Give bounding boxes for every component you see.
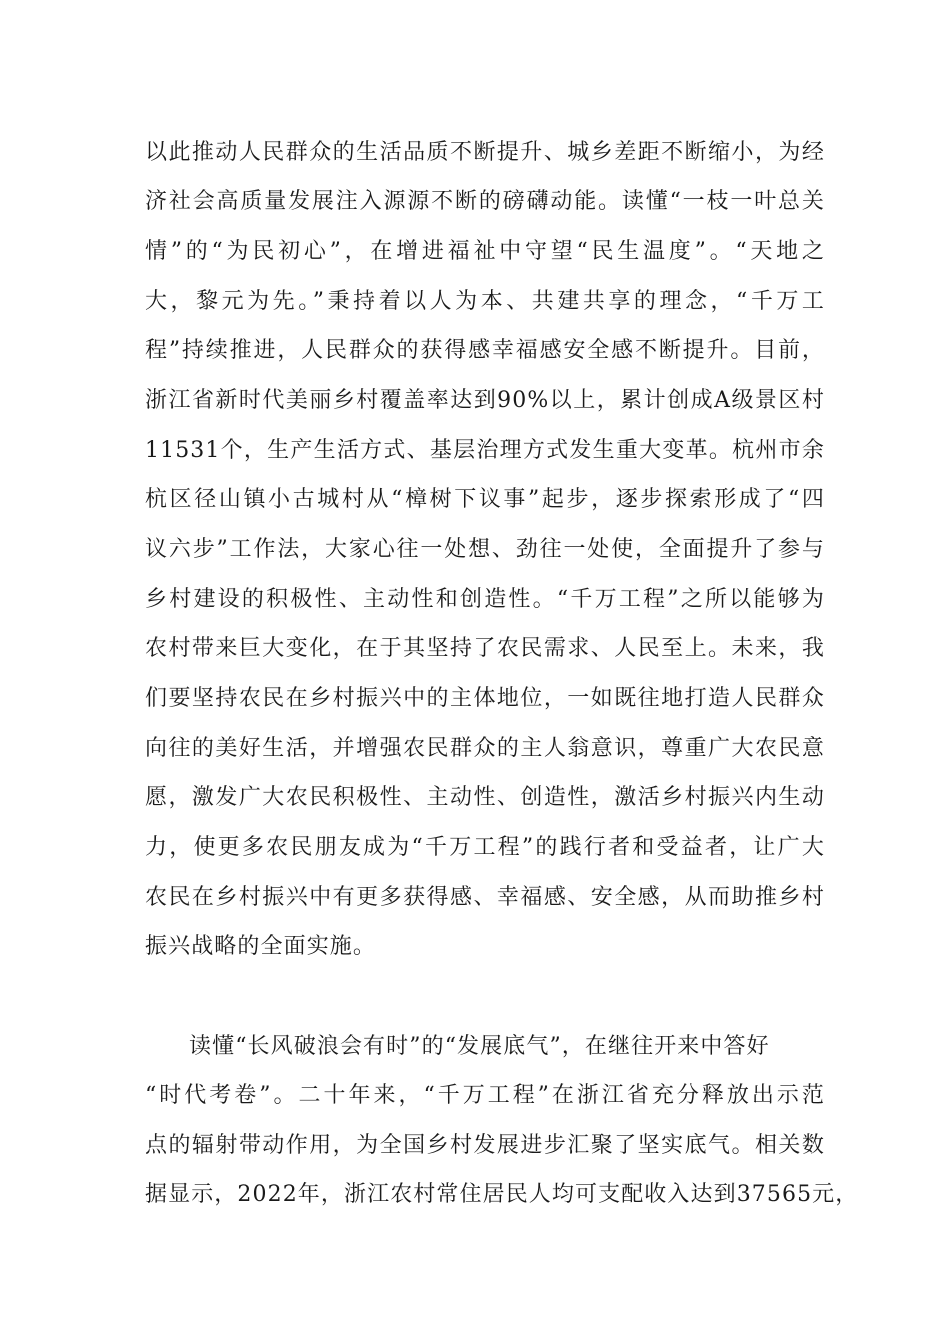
paragraph-1-line: 力，使更多农民朋友成为“千万工程”的践行者和受益者，让广大 [145,835,825,860]
paragraph-1-line: 农民在乡村振兴中有更多获得感、幸福感、安全感，从而助推乡村 [145,885,825,910]
paragraph-1-line: 乡村建设的积极性、主动性和创造性。“千万工程”之所以能够为 [145,587,825,612]
paragraph-1-line: 程”持续推进，人民群众的获得感幸福感安全感不断提升。目前， [145,338,825,363]
paragraph-1-line: 愿，激发广大农民积极性、主动性、创造性，激活乡村振兴内生动 [145,785,825,810]
paragraph-1-line: 振兴战略的全面实施。 [145,934,377,959]
paragraph-1-line: 11531个，生产生活方式、基层治理方式发生重大变革。杭州市余 [145,438,825,463]
paragraph-1-line: 农村带来巨大变化，在于其坚持了农民需求、人民至上。未来，我 [145,636,825,661]
paragraph-2-line: 据显示，2022年，浙江农村常住居民人均可支配收入达到37565元， [145,1182,859,1207]
paragraph-1-line: 以此推动人民群众的生活品质不断提升、城乡差距不断缩小，为经 [145,140,825,165]
paragraph-1-line: 济社会高质量发展注入源源不断的磅礴动能。读懂“一枝一叶总关 [145,189,825,214]
paragraph-2-line: “时代考卷”。二十年来，“千万工程”在浙江省充分释放出示范 [145,1083,825,1108]
paragraph-1-line: 向往的美好生活，并增强农民群众的主人翁意识，尊重广大农民意 [145,736,825,761]
paragraph-1-line: 议六步”工作法，大家心往一处想、劲往一处使，全面提升了参与 [145,537,825,562]
paragraph-2-line: 点的辐射带动作用，为全国乡村发展进步汇聚了坚实底气。相关数 [145,1133,825,1158]
paragraph-1-line: 杭区径山镇小古城村从“樟树下议事”起步，逐步探索形成了“四 [145,487,825,512]
paragraph-1-line: 情”的“为民初心”，在增进福祉中守望“民生温度”。“天地之 [145,239,825,264]
paragraph-2-line: 读懂“长风破浪会有时”的“发展底气”，在继往开来中答好 [189,1034,770,1059]
paragraph-1-line: 们要坚持农民在乡村振兴中的主体地位，一如既往地打造人民群众 [145,686,825,711]
paragraph-1-line: 大，黎元为先。”秉持着以人为本、共建共享的理念，“千万工 [145,289,825,314]
paragraph-1-line: 浙江省新时代美丽乡村覆盖率达到90%以上，累计创成A级景区村 [145,388,825,413]
